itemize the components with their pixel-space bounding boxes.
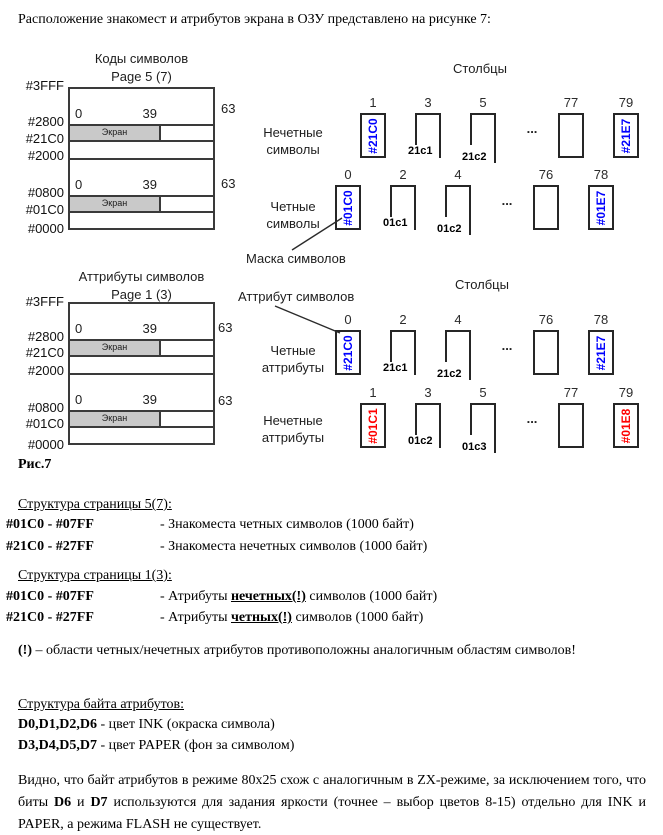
final-paragraph [18,770,646,835]
cell-address: #01C0 [341,189,355,226]
screen-label: Экран [101,342,128,352]
row-label-line: аттрибуты [261,430,325,445]
addr-label: #21C0 [25,131,64,146]
col-number: 78 [593,167,609,182]
cell-address: #21E7 [594,335,608,370]
col-number: 76 [538,312,554,327]
hex-range: #21C0 - #27FF [6,539,94,554]
desc-post: символов (1000 байт) [305,589,438,604]
range-desc [160,610,423,626]
cell-address: #21C0 [366,117,380,154]
note-paragraph [18,640,646,662]
memmap-symbols-title-line: Коды символов [94,51,189,66]
intro-text: Расположение знакомест и атрибутов экрана в ОЗУ представлено на рисунке 7: [18,12,491,27]
col-start-label: 0 [75,321,83,336]
cell-address: #01C1 [366,407,380,444]
cell-address: #01E8 [619,408,633,443]
ellipsis: ... [526,411,538,426]
col-number: 3 [424,385,432,400]
col-number: 2 [399,312,407,327]
final-text: и [71,795,91,810]
addr-label: #0800 [27,185,64,200]
hex-range: #21C0 - #27FF [6,610,94,625]
row-label-line: Нечетные [263,413,323,428]
col-number: 1 [369,95,377,110]
cell-address: #01E7 [594,190,608,225]
row-label-line: Четные [270,199,316,214]
range-desc: - Знакоместа нечетных символов (1000 байт) [160,539,428,554]
addr-label: #3FFF [25,78,64,93]
col-mid-label: 39 [142,392,157,407]
cell-sublabel: 21c1 [408,145,433,157]
col-number: 79 [618,95,634,110]
section-heading-page5: Структура страницы 5(7): [18,497,172,512]
desc-pre: - Атрибуты [160,610,231,625]
bits-desc: - цвет PAPER (фон за символом) [96,738,295,753]
ellipsis: ... [526,121,538,136]
col-end-label: 63 [221,101,236,116]
section-heading-page1: Структура страницы 1(3): [18,568,172,583]
desc-emphasis: нечетных(!) [230,589,306,604]
final-bold: D7 [90,795,108,810]
addr-label: #0800 [27,400,64,415]
row-label-line: символы [266,142,320,157]
cell-sublabel: 01c3 [462,441,487,453]
addr-label: #2000 [27,363,64,378]
col-number: 5 [479,95,487,110]
col-number: 77 [563,385,579,400]
cell-sublabel: 01c2 [437,223,462,235]
desc-emphasis: четных(!) [230,610,292,625]
hex-range: #01C0 - #07FF [6,517,94,532]
addr-label: #0000 [27,221,64,236]
figure-caption: Рис.7 [18,457,52,472]
cell-sublabel: 21c1 [383,362,408,374]
final-bold: D6 [54,795,72,810]
attr-bits-line [18,717,275,733]
final-text: используются для задания яркости (точнее – выбор цветов 8-15) отдельно для INK и PAPER, а режима FLASH не существует. [18,795,647,832]
cell-address: #21C0 [341,334,355,371]
ellipsis: ... [501,193,513,208]
addr-label: #01C0 [25,202,64,217]
section-heading-attr-byte: Структура байта атрибутов: [18,697,185,712]
columns-header: Столбцы [455,277,509,292]
col-number: 79 [618,385,634,400]
range-desc: - Знакоместа четных символов (1000 байт) [160,517,414,532]
columns-header: Столбцы [453,61,507,76]
col-number: 77 [563,95,579,110]
row-label-line: символы [266,216,320,231]
col-number: 78 [593,312,609,327]
cell-sublabel: 21c2 [462,151,487,163]
col-number: 4 [454,312,462,327]
col-end-label: 63 [218,320,233,335]
col-number: 1 [369,385,377,400]
addr-label: #0000 [27,437,64,452]
col-mid-label: 39 [142,106,157,121]
final-text: Видно, что байт атрибутов в режиме 80x25 схож с аналогичным в ZX-режиме, за исключением того, что биты [18,773,646,810]
screen-label: Экран [101,198,128,208]
col-end-label: 63 [218,393,233,408]
cell-sublabel: 21c2 [437,368,462,380]
addr-label: #3FFF [25,294,64,309]
col-number: 4 [454,167,462,182]
col-number: 2 [399,167,407,182]
col-mid-label: 39 [142,177,157,192]
col-number: 0 [344,312,352,327]
col-start-label: 0 [75,392,83,407]
mask-label: Маска символов [246,251,346,266]
col-number: 5 [479,385,487,400]
col-end-label: 63 [221,176,236,191]
addr-label: #2800 [27,329,64,344]
range-desc [160,589,437,605]
cell-sublabel: 01c1 [383,217,408,229]
row-label-line: Четные [270,343,316,358]
hex-range: #01C0 - #07FF [6,589,94,604]
desc-post: символов (1000 байт) [291,610,424,625]
addr-label: #2800 [27,114,64,129]
memmap-attrs-title-line: Аттрибуты символов [78,269,205,284]
bits: D0,D1,D2,D6 [18,717,97,732]
col-start-label: 0 [75,177,83,192]
bits: D3,D4,D5,D7 [18,738,97,753]
col-number: 3 [424,95,432,110]
col-start-label: 0 [75,106,83,121]
row-label-line: аттрибуты [261,360,325,375]
attr-bits-line [18,738,294,754]
cell-sublabel: 01c2 [408,435,433,447]
note-text: – области четных/нечетных атрибутов противоположны аналогичным областям символов! [32,643,576,658]
col-mid-label: 39 [142,321,157,336]
cell-address: #21E7 [619,118,633,153]
addr-label: #01C0 [25,416,64,431]
ellipsis: ... [501,338,513,353]
desc-pre: - Атрибуты [160,589,231,604]
addr-label: #2000 [27,148,64,163]
col-number: 0 [344,167,352,182]
col-number: 76 [538,167,554,182]
screen-label: Экран [101,413,128,423]
attr-pointer-label: Аттрибут символов [238,289,355,304]
addr-label: #21C0 [25,345,64,360]
memmap-attrs-subtitle: Page 1 (3) [111,287,172,302]
screen-label: Экран [101,127,128,137]
bits-desc: - цвет INK (окраска символа) [96,717,275,732]
memmap-symbols-subtitle: Page 5 (7) [111,69,172,84]
row-label-line: Нечетные [263,125,323,140]
note-mark: (!) [18,643,32,658]
